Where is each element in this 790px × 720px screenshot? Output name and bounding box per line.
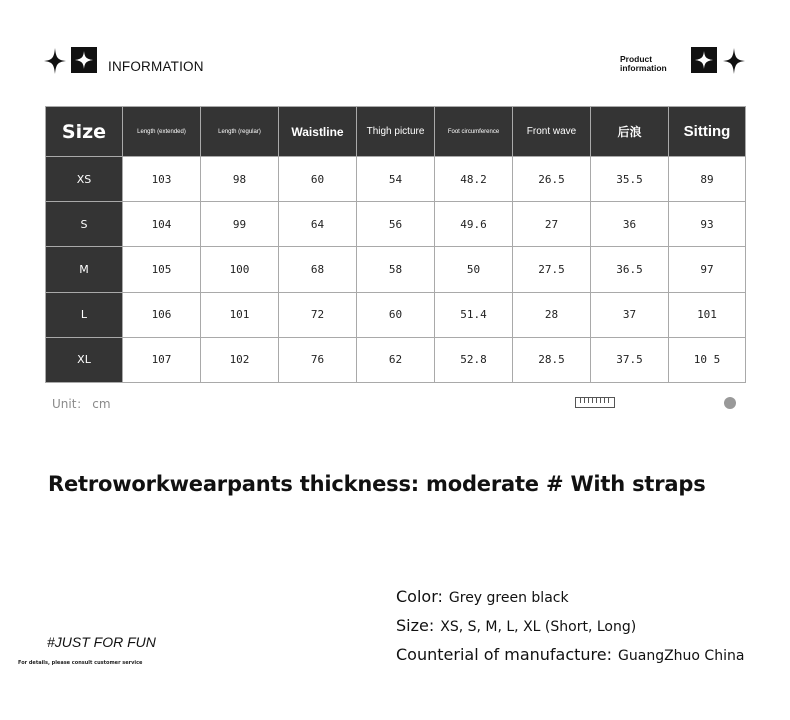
- table-cell: 28: [513, 292, 591, 337]
- table-cell: 27: [513, 202, 591, 247]
- table-cell: 54: [357, 157, 435, 202]
- size-label-cell: S: [46, 202, 123, 247]
- table-cell: 72: [279, 292, 357, 337]
- table-row: [46, 337, 746, 382]
- spec-size-value: XS, S, M, L, XL (Short, Long): [440, 619, 637, 635]
- spec-color-value: Grey green black: [448, 590, 569, 606]
- sparkle-box-icon: [71, 47, 97, 73]
- header-cell-size: Size: [46, 107, 123, 157]
- spec-size: [396, 616, 636, 635]
- table-cell: 93: [669, 202, 746, 247]
- spec-color-key: Color:: [396, 587, 443, 606]
- table-cell: 52.8: [435, 337, 513, 382]
- unit-label: Unit： cm: [52, 397, 111, 411]
- table-cell: 37: [591, 292, 669, 337]
- table-cell: 35.5: [591, 157, 669, 202]
- table-row: [46, 202, 746, 247]
- table-cell: 58: [357, 247, 435, 292]
- table-cell: 106: [123, 292, 201, 337]
- table-cell: 104: [123, 202, 201, 247]
- table-cell: 48.2: [435, 157, 513, 202]
- table-cell: 89: [669, 157, 746, 202]
- header-cell-length-extended: Length (extended): [123, 107, 201, 157]
- table-row: [46, 247, 746, 292]
- header-cell-thigh: Thigh picture: [357, 107, 435, 157]
- spec-origin-value: GuangZhuo China: [618, 648, 745, 664]
- table-cell: 105: [123, 247, 201, 292]
- size-chart-table: [45, 106, 746, 383]
- header-cell-back-wave: 后浪: [591, 107, 669, 157]
- header-cell-foot-circumference: Foot circumference: [435, 107, 513, 157]
- table-cell: 27.5: [513, 247, 591, 292]
- header-cell-sitting: Sitting: [669, 107, 746, 157]
- table-row: [46, 292, 746, 337]
- product-tagline: Retroworkwearpants thickness: moderate # With straps: [48, 472, 706, 496]
- product-information-label: Product information: [620, 54, 667, 73]
- slogan: #JUST FOR FUN: [47, 634, 156, 650]
- table-cell: 37.5: [591, 337, 669, 382]
- header-cell-length-regular: Length (regular): [201, 107, 279, 157]
- table-row: [46, 157, 746, 202]
- table-cell: 60: [357, 292, 435, 337]
- header-cell-front-wave: Front wave: [513, 107, 591, 157]
- size-label-cell: XL: [46, 337, 123, 382]
- table-cell: 98: [201, 157, 279, 202]
- table-cell: 101: [669, 292, 746, 337]
- table-cell: 68: [279, 247, 357, 292]
- table-cell: 36.5: [591, 247, 669, 292]
- table-cell: 10 5: [669, 337, 746, 382]
- table-cell: 103: [123, 157, 201, 202]
- table-cell: 36: [591, 202, 669, 247]
- header-cell-waistline: Waistline: [279, 107, 357, 157]
- table-cell: 100: [201, 247, 279, 292]
- table-cell: 64: [279, 202, 357, 247]
- table-cell: 56: [357, 202, 435, 247]
- table-cell: 102: [201, 337, 279, 382]
- spec-size-key: Size:: [396, 616, 435, 635]
- table-cell: 76: [279, 337, 357, 382]
- spec-origin-key: Counterial of manufacture:: [396, 645, 613, 664]
- table-header-row: [46, 107, 746, 157]
- table-cell: 60: [279, 157, 357, 202]
- table-cell: 50: [435, 247, 513, 292]
- table-cell: 51.4: [435, 292, 513, 337]
- sparkle-icon: [44, 48, 66, 74]
- table-cell: 62: [357, 337, 435, 382]
- table-cell: 97: [669, 247, 746, 292]
- table-cell: 49.6: [435, 202, 513, 247]
- customer-service-note: For details, please consult customer service: [18, 660, 143, 666]
- size-label-cell: XS: [46, 157, 123, 202]
- ruler-icon: [575, 397, 615, 408]
- size-label-cell: L: [46, 292, 123, 337]
- size-label-cell: M: [46, 247, 123, 292]
- spec-origin: [396, 645, 744, 664]
- table-cell: 26.5: [513, 157, 591, 202]
- spec-color: [396, 587, 569, 606]
- table-cell: 28.5: [513, 337, 591, 382]
- sparkle-box-icon: [691, 47, 717, 73]
- table-cell: 107: [123, 337, 201, 382]
- table-cell: 101: [201, 292, 279, 337]
- logo-mark-icon: [724, 397, 736, 409]
- sparkle-icon: [723, 48, 745, 74]
- table-cell: 99: [201, 202, 279, 247]
- information-label: INFORMATION: [108, 59, 204, 74]
